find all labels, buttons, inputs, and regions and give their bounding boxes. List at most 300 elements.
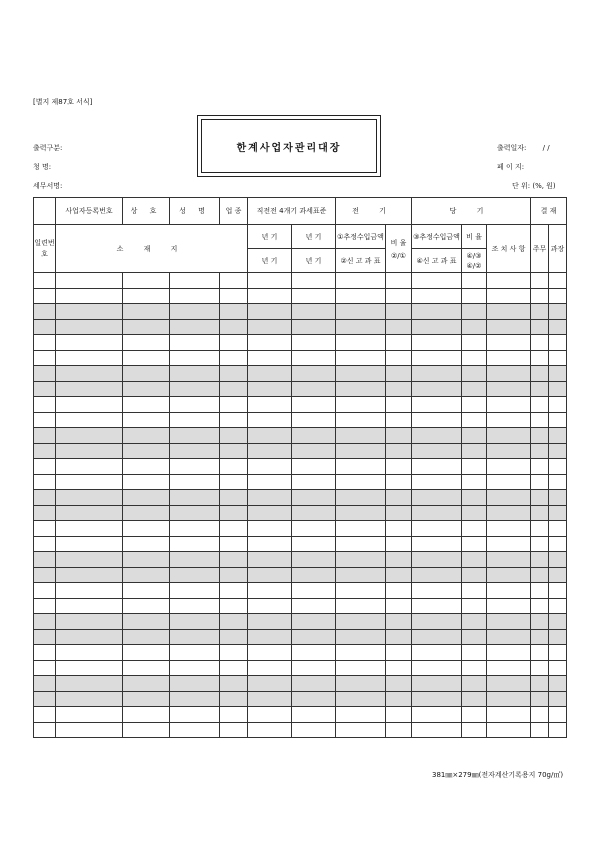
table-cell — [292, 521, 336, 537]
table-cell — [549, 521, 567, 537]
table-cell — [412, 660, 462, 676]
table-cell — [462, 490, 487, 506]
table-cell — [292, 676, 336, 692]
table-cell — [292, 381, 336, 397]
table-cell — [292, 490, 336, 506]
table-cell — [487, 273, 531, 289]
table-cell — [531, 614, 549, 630]
table-cell — [248, 598, 292, 614]
col-header-reported-tax-base-4: ④신 고 과 표 — [412, 249, 462, 273]
table-cell — [412, 304, 462, 320]
table-cell — [56, 319, 123, 335]
table-cell — [412, 722, 462, 738]
table-cell — [34, 319, 56, 335]
table-cell — [292, 288, 336, 304]
table-cell — [549, 583, 567, 599]
table-cell — [220, 505, 248, 521]
output-date-label: 출력일자: — [497, 144, 527, 152]
table-cell — [487, 598, 531, 614]
table-cell — [462, 304, 487, 320]
table-cell — [170, 707, 220, 723]
table-cell — [56, 428, 123, 444]
table-cell — [412, 459, 462, 475]
table-row — [34, 536, 567, 552]
table-cell — [123, 567, 170, 583]
table-cell — [412, 381, 462, 397]
table-cell — [170, 552, 220, 568]
table-cell — [412, 319, 462, 335]
table-cell — [531, 428, 549, 444]
table-cell — [549, 319, 567, 335]
table-cell — [34, 505, 56, 521]
table-cell — [248, 505, 292, 521]
table-cell — [336, 319, 386, 335]
table-row — [34, 629, 567, 645]
table-cell — [386, 474, 412, 490]
table-cell — [34, 459, 56, 475]
table-cell — [248, 443, 292, 459]
table-cell — [170, 567, 220, 583]
table-row — [34, 722, 567, 738]
table-cell — [56, 660, 123, 676]
table-row — [34, 412, 567, 428]
table-cell — [34, 552, 56, 568]
table-cell — [549, 722, 567, 738]
table-cell — [336, 381, 386, 397]
table-cell — [549, 629, 567, 645]
table-cell — [170, 536, 220, 552]
table-cell — [292, 645, 336, 661]
table-cell — [220, 304, 248, 320]
output-date-value: / / — [542, 144, 550, 152]
table-cell — [248, 629, 292, 645]
table-cell — [462, 521, 487, 537]
table-row — [34, 366, 567, 382]
table-row — [34, 335, 567, 351]
table-cell — [248, 583, 292, 599]
col-header-approval: 결 재 — [531, 198, 567, 225]
table-cell — [462, 614, 487, 630]
table-cell — [412, 335, 462, 351]
paper-spec-footer: 381㎜×279㎜(전자계산기록용지 70g/㎡) — [432, 771, 564, 779]
table-cell — [34, 645, 56, 661]
table-cell — [123, 676, 170, 692]
table-cell — [531, 567, 549, 583]
table-cell — [531, 536, 549, 552]
table-cell — [292, 474, 336, 490]
col-header-year-period-3: 년 기 — [248, 249, 292, 273]
table-cell — [34, 676, 56, 692]
col-header-reg-no: 사업자등록번호 — [56, 198, 123, 225]
table-cell — [487, 676, 531, 692]
table-row — [34, 474, 567, 490]
table-cell — [56, 397, 123, 413]
table-cell — [336, 428, 386, 444]
table-cell — [292, 366, 336, 382]
table-cell — [123, 459, 170, 475]
table-cell — [34, 614, 56, 630]
table-cell — [386, 335, 412, 351]
table-cell — [170, 459, 220, 475]
table-cell — [56, 552, 123, 568]
table-cell — [412, 645, 462, 661]
table-cell — [487, 552, 531, 568]
table-cell — [487, 707, 531, 723]
table-cell — [549, 397, 567, 413]
table-cell — [487, 490, 531, 506]
table-cell — [412, 583, 462, 599]
table-cell — [386, 381, 412, 397]
title-box — [197, 115, 381, 177]
table-cell — [549, 273, 567, 289]
table-cell — [462, 676, 487, 692]
table-cell — [412, 397, 462, 413]
table-cell — [220, 536, 248, 552]
table-cell — [462, 505, 487, 521]
table-cell — [531, 397, 549, 413]
table-row — [34, 660, 567, 676]
table-cell — [549, 412, 567, 428]
table-cell — [123, 614, 170, 630]
ledger-table — [33, 197, 567, 738]
table-cell — [487, 567, 531, 583]
table-cell — [220, 521, 248, 537]
table-cell — [123, 474, 170, 490]
table-cell — [336, 536, 386, 552]
table-cell — [487, 288, 531, 304]
table-cell — [170, 583, 220, 599]
table-cell — [34, 536, 56, 552]
table-cell — [56, 629, 123, 645]
table-cell — [412, 428, 462, 444]
table-cell — [123, 335, 170, 351]
table-cell — [462, 335, 487, 351]
table-cell — [56, 598, 123, 614]
table-cell — [170, 366, 220, 382]
table-row — [34, 676, 567, 692]
table-cell — [549, 366, 567, 382]
table-cell — [462, 459, 487, 475]
table-cell — [336, 645, 386, 661]
table-row — [34, 428, 567, 444]
table-cell — [292, 614, 336, 630]
table-cell — [170, 521, 220, 537]
table-cell — [462, 645, 487, 661]
table-cell — [386, 707, 412, 723]
table-cell — [487, 722, 531, 738]
table-cell — [487, 381, 531, 397]
table-cell — [170, 660, 220, 676]
table-cell — [220, 288, 248, 304]
col-header-reported-tax-base-2: ②신 고 과 표 — [336, 249, 386, 273]
table-cell — [170, 722, 220, 738]
table-cell — [531, 273, 549, 289]
col-header-year-period-4: 년 기 — [292, 249, 336, 273]
table-cell — [386, 629, 412, 645]
table-cell — [220, 691, 248, 707]
tax-office-label: 세무서명: — [33, 182, 63, 190]
table-cell — [56, 676, 123, 692]
table-cell — [170, 381, 220, 397]
table-cell — [549, 536, 567, 552]
table-cell — [336, 552, 386, 568]
table-cell — [248, 350, 292, 366]
table-cell — [34, 273, 56, 289]
table-cell — [123, 598, 170, 614]
office-label: 청 명: — [33, 163, 52, 171]
table-cell — [531, 645, 549, 661]
table-cell — [292, 629, 336, 645]
table-cell — [462, 397, 487, 413]
table-cell — [336, 691, 386, 707]
table-cell — [531, 443, 549, 459]
table-cell — [487, 443, 531, 459]
table-cell — [34, 412, 56, 428]
table-cell — [386, 614, 412, 630]
table-cell — [170, 304, 220, 320]
table-cell — [462, 366, 487, 382]
table-cell — [462, 474, 487, 490]
table-cell — [292, 397, 336, 413]
table-cell — [248, 335, 292, 351]
table-cell — [386, 552, 412, 568]
table-cell — [336, 474, 386, 490]
table-cell — [220, 552, 248, 568]
table-row — [34, 490, 567, 506]
table-cell — [220, 319, 248, 335]
col-header-trade-name: 상 호 — [123, 198, 170, 225]
table-cell — [123, 319, 170, 335]
table-cell — [248, 397, 292, 413]
table-cell — [462, 536, 487, 552]
table-cell — [462, 273, 487, 289]
table-cell — [220, 459, 248, 475]
table-cell — [248, 722, 292, 738]
table-cell — [123, 397, 170, 413]
table-cell — [487, 614, 531, 630]
table-cell — [170, 428, 220, 444]
col-header-year-period-2: 년 기 — [292, 225, 336, 249]
table-cell — [487, 521, 531, 537]
table-cell — [462, 350, 487, 366]
table-cell — [386, 443, 412, 459]
table-row — [34, 583, 567, 599]
table-cell — [462, 567, 487, 583]
table-cell — [336, 443, 386, 459]
ratio-cur-formula-b: ④/② — [466, 261, 482, 270]
table-cell — [549, 350, 567, 366]
col-header-current-period: 당 기 — [412, 198, 531, 225]
table-cell — [220, 583, 248, 599]
table-cell — [462, 660, 487, 676]
table-cell — [336, 567, 386, 583]
table-cell — [248, 319, 292, 335]
table-cell — [56, 443, 123, 459]
table-cell — [248, 459, 292, 475]
table-cell — [386, 350, 412, 366]
table-cell — [292, 583, 336, 599]
table-cell — [123, 552, 170, 568]
table-cell — [531, 691, 549, 707]
table-cell — [549, 505, 567, 521]
table-cell — [292, 552, 336, 568]
table-cell — [123, 304, 170, 320]
table-cell — [386, 521, 412, 537]
table-cell — [549, 459, 567, 475]
table-cell — [386, 676, 412, 692]
table-cell — [56, 505, 123, 521]
table-cell — [487, 319, 531, 335]
table-cell — [56, 366, 123, 382]
table-cell — [56, 614, 123, 630]
table-cell — [412, 273, 462, 289]
table-cell — [248, 567, 292, 583]
table-cell — [336, 459, 386, 475]
ratio-prev-label: 비 율 — [390, 238, 407, 247]
table-cell — [292, 428, 336, 444]
table-cell — [170, 288, 220, 304]
col-header-estimated-income-3: ③추정수입금액 — [412, 225, 462, 249]
table-cell — [386, 645, 412, 661]
table-cell — [170, 335, 220, 351]
table-cell — [549, 304, 567, 320]
table-cell — [170, 676, 220, 692]
table-cell — [336, 660, 386, 676]
table-row — [34, 521, 567, 537]
col-header-estimated-income-1: ①추정수입금액 — [336, 225, 386, 249]
table-cell — [56, 459, 123, 475]
table-cell — [487, 583, 531, 599]
table-cell — [412, 614, 462, 630]
table-cell — [531, 521, 549, 537]
table-cell — [123, 412, 170, 428]
table-cell — [220, 707, 248, 723]
table-cell — [34, 381, 56, 397]
table-cell — [34, 490, 56, 506]
table-cell — [248, 645, 292, 661]
table-cell — [386, 583, 412, 599]
table-cell — [292, 459, 336, 475]
table-cell — [170, 350, 220, 366]
table-cell — [34, 583, 56, 599]
table-cell — [386, 660, 412, 676]
table-row — [34, 304, 567, 320]
table-cell — [336, 490, 386, 506]
table-cell — [386, 722, 412, 738]
table-cell — [220, 660, 248, 676]
table-cell — [487, 691, 531, 707]
table-cell — [170, 691, 220, 707]
table-cell — [34, 660, 56, 676]
table-cell — [531, 583, 549, 599]
table-cell — [549, 614, 567, 630]
table-cell — [412, 552, 462, 568]
table-cell — [220, 490, 248, 506]
table-cell — [56, 567, 123, 583]
ratio-prev-formula: ②/① — [391, 251, 406, 260]
table-cell — [56, 691, 123, 707]
table-cell — [56, 521, 123, 537]
table-cell — [248, 521, 292, 537]
table-cell — [170, 397, 220, 413]
table-cell — [487, 536, 531, 552]
table-cell — [412, 350, 462, 366]
table-cell — [336, 629, 386, 645]
table-cell — [462, 443, 487, 459]
table-cell — [336, 304, 386, 320]
table-cell — [386, 366, 412, 382]
table-cell — [487, 660, 531, 676]
table-cell — [248, 381, 292, 397]
table-cell — [531, 304, 549, 320]
table-cell — [123, 443, 170, 459]
table-cell — [487, 335, 531, 351]
table-cell — [336, 521, 386, 537]
table-cell — [386, 397, 412, 413]
col-header-section-chief: 과장 — [549, 225, 567, 273]
table-cell — [248, 614, 292, 630]
table-cell — [292, 412, 336, 428]
table-cell — [292, 707, 336, 723]
col-header-staff: 주무 — [531, 225, 549, 273]
table-cell — [412, 676, 462, 692]
table-cell — [549, 598, 567, 614]
table-cell — [34, 567, 56, 583]
table-cell — [412, 490, 462, 506]
table-cell — [220, 381, 248, 397]
table-cell — [248, 288, 292, 304]
table-cell — [220, 614, 248, 630]
table-cell — [531, 381, 549, 397]
table-row — [34, 443, 567, 459]
table-cell — [123, 366, 170, 382]
table-cell — [487, 629, 531, 645]
table-row — [34, 288, 567, 304]
table-row — [34, 397, 567, 413]
col-header-business-type: 업 종 — [220, 198, 248, 225]
table-cell — [220, 474, 248, 490]
table-cell — [123, 660, 170, 676]
table-cell — [220, 335, 248, 351]
table-cell — [34, 288, 56, 304]
table-cell — [34, 722, 56, 738]
table-cell — [56, 304, 123, 320]
table-cell — [462, 552, 487, 568]
table-cell — [34, 474, 56, 490]
table-cell — [170, 273, 220, 289]
table-cell — [56, 583, 123, 599]
table-cell — [34, 335, 56, 351]
table-cell — [34, 521, 56, 537]
table-row — [34, 273, 567, 289]
table-cell — [170, 474, 220, 490]
table-cell — [531, 459, 549, 475]
table-cell — [531, 490, 549, 506]
table-cell — [34, 598, 56, 614]
table-cell — [220, 645, 248, 661]
table-cell — [549, 288, 567, 304]
table-cell — [123, 381, 170, 397]
table-cell — [56, 335, 123, 351]
table-cell — [34, 691, 56, 707]
table-cell — [220, 676, 248, 692]
col-header-serial-no: 일련번호 — [34, 225, 56, 273]
table-cell — [220, 273, 248, 289]
table-cell — [170, 598, 220, 614]
table-cell — [487, 645, 531, 661]
table-cell — [56, 412, 123, 428]
table-cell — [56, 381, 123, 397]
